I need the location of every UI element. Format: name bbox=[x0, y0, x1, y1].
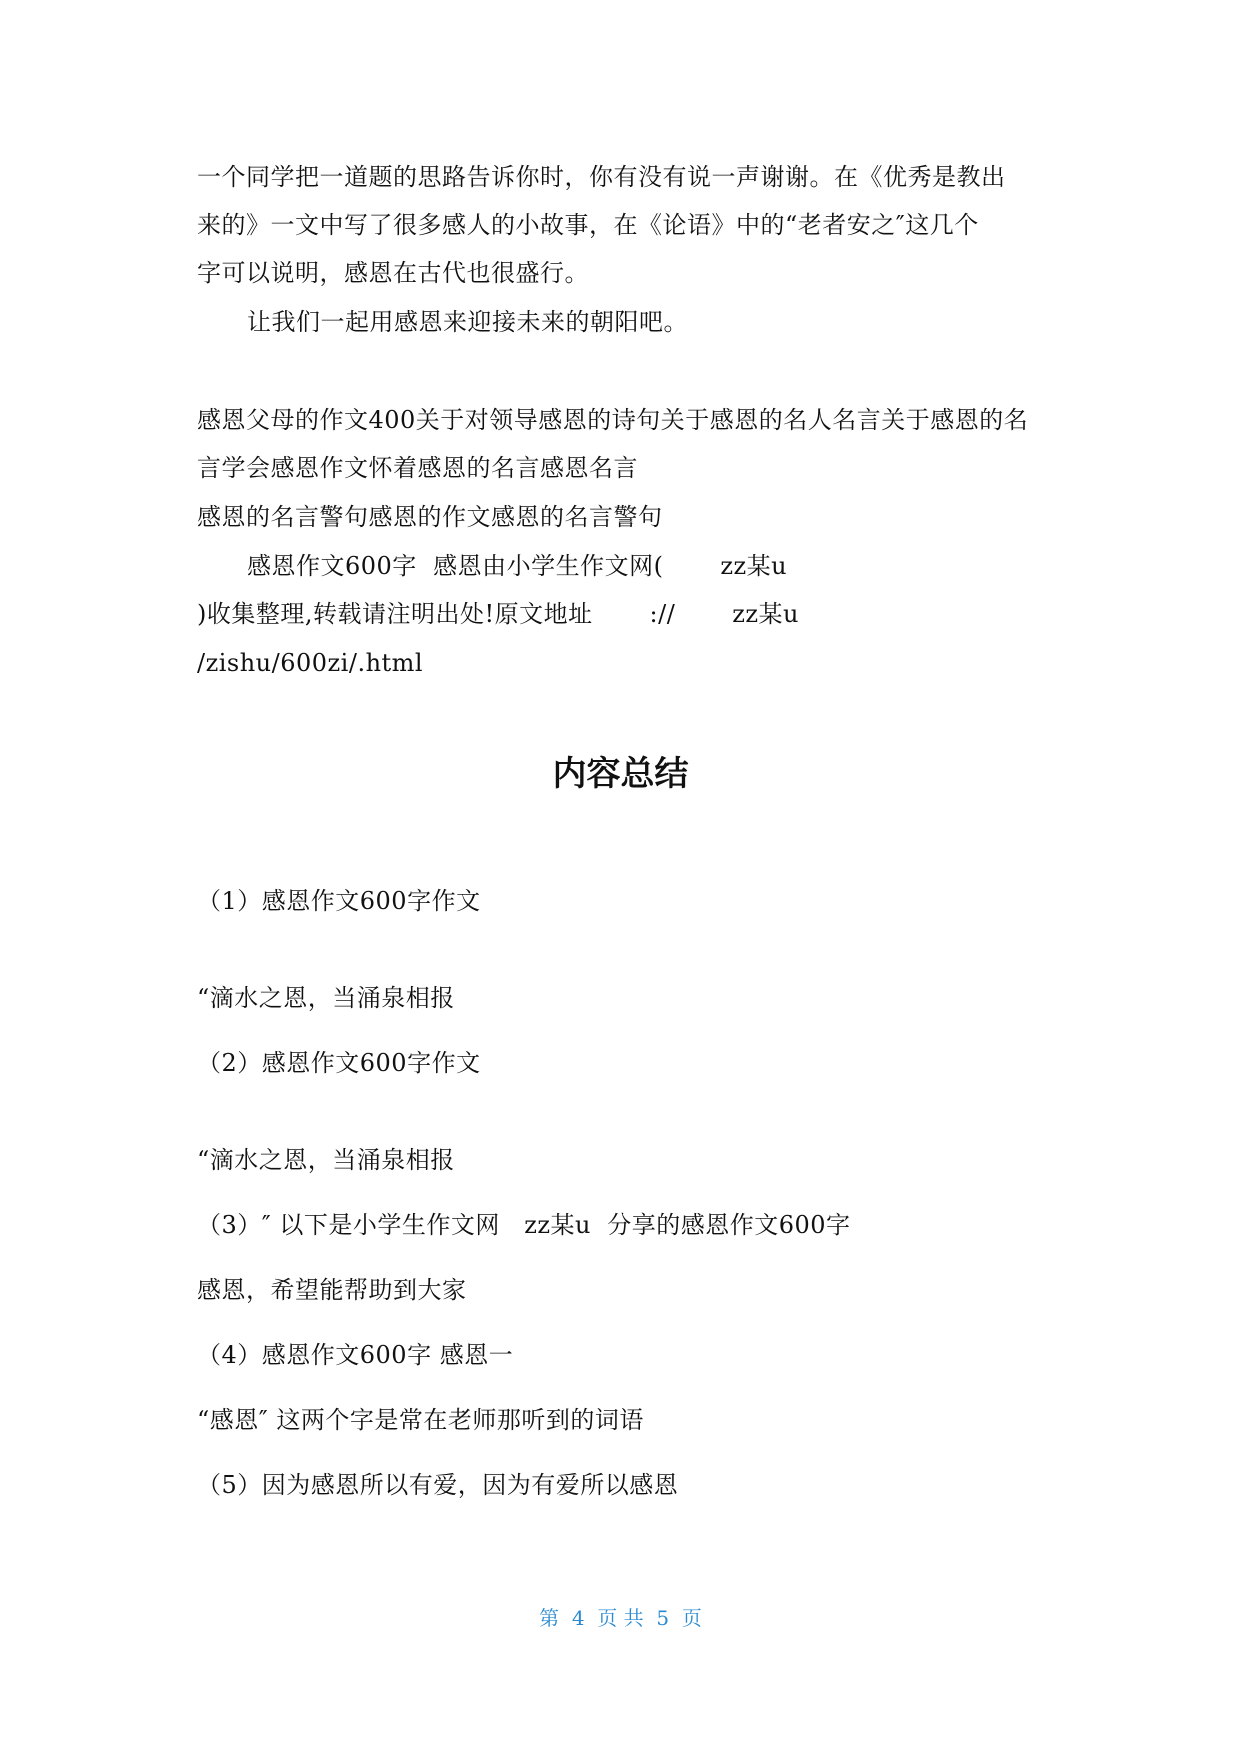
summary-item: （2）感恩作文600字作文 bbox=[197, 1049, 481, 1077]
summary-item: （1）感恩作文600字作文 bbox=[197, 887, 481, 915]
source-text-line: 感恩作文600字 感恩由小学生作文网( zz某u bbox=[247, 552, 788, 580]
source-url-line: /zishu/600zi/.html bbox=[197, 649, 424, 677]
summary-item: （5）因为感恩所以有爱，因为有爱所以感恩 bbox=[197, 1471, 679, 1499]
body-text-line: 让我们一起用感恩来迎接未来的朝阳吧。 bbox=[247, 308, 688, 336]
summary-item: （3）″ 以下是小学生作文网 zz某u 分享的感恩作文600字 bbox=[197, 1211, 851, 1239]
related-text-line: 感恩的名言警句感恩的作文感恩的名言警句 bbox=[197, 503, 663, 531]
summary-item: “感恩″ 这两个字是常在老师那听到的词语 bbox=[197, 1406, 644, 1434]
summary-title: 内容总结 bbox=[552, 754, 689, 794]
body-text-line: 来的》一文中写了很多感人的小故事，在《论语》中的“老者安之″这几个 bbox=[197, 211, 979, 239]
body-text-line: 字可以说明，感恩在古代也很盛行。 bbox=[197, 259, 589, 287]
related-text-line: 言学会感恩作文怀着感恩的名言感恩名言 bbox=[197, 454, 638, 482]
related-text-line: 感恩父母的作文400关于对领导感恩的诗句关于感恩的名人名言关于感恩的名 bbox=[197, 406, 1029, 434]
body-text-line: 一个同学把一道题的思路告诉你时，你有没有说一声谢谢。在《优秀是教出 bbox=[197, 163, 1006, 191]
summary-item: “滴水之恩，当涌泉相报 bbox=[197, 1146, 455, 1174]
source-text-line: )收集整理,转载请注明出处!原文地址 :// zz某u bbox=[197, 600, 799, 628]
summary-item: “滴水之恩，当涌泉相报 bbox=[197, 984, 455, 1012]
page-number-footer: 第 4 页 共 5 页 bbox=[539, 1606, 702, 1630]
summary-item: （4）感恩作文600字 感恩一 bbox=[197, 1341, 514, 1369]
summary-item: 感恩，希望能帮助到大家 bbox=[197, 1276, 467, 1304]
